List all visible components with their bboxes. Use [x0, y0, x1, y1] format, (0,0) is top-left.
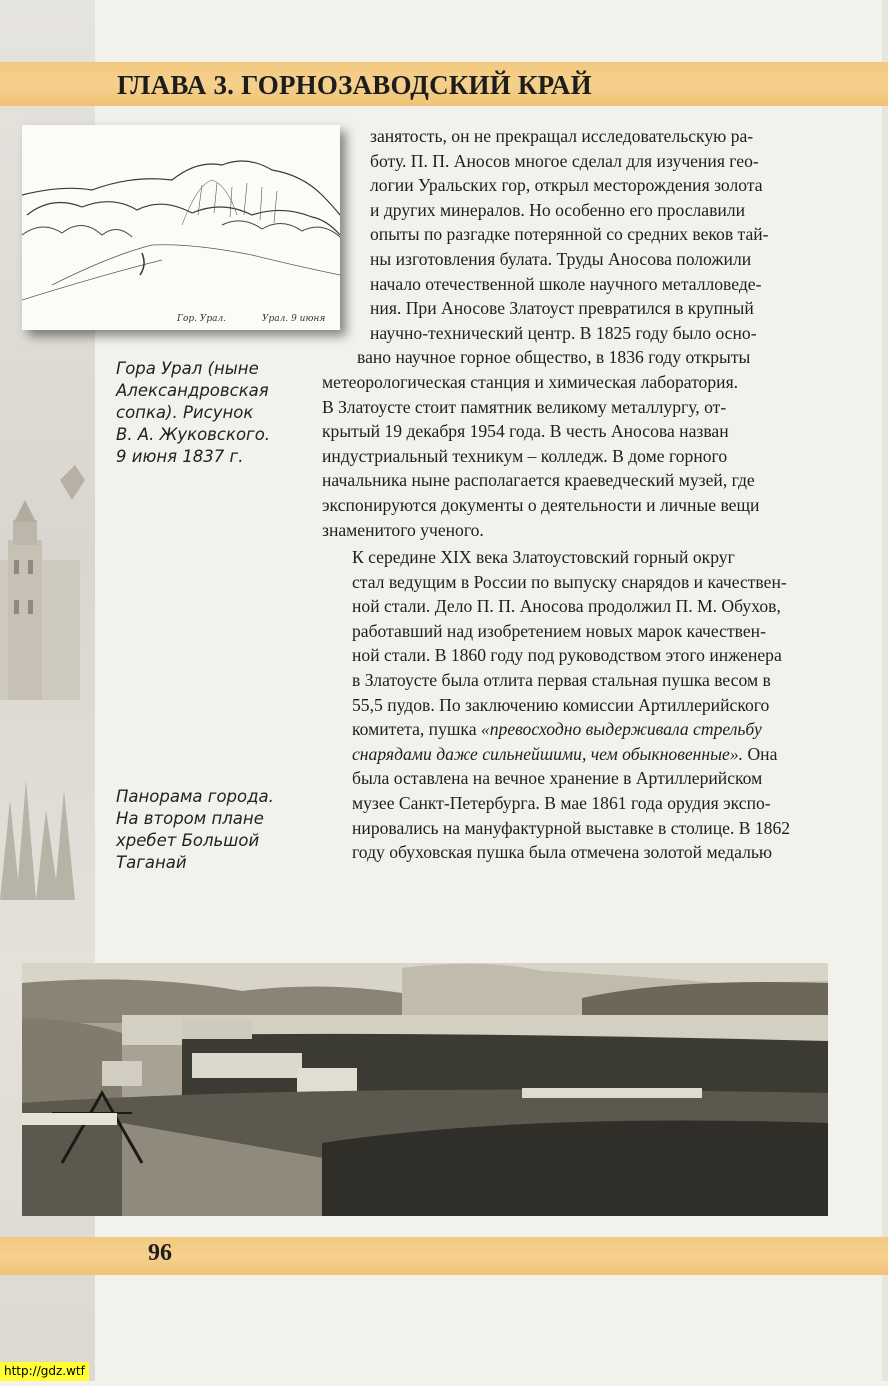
text-line: 55,5 пудов. По заключению комиссии Артиллерийского [352, 694, 770, 715]
footer-band [0, 1237, 888, 1275]
sketch-caption [116, 358, 270, 468]
page-number: 96 [148, 1240, 172, 1266]
page-edge [882, 0, 888, 1381]
text-line: боту. П. П. Аносов многое сделал для изучения гео- [370, 150, 759, 171]
text-line: начало отечественной школе научного металловеде- [370, 273, 762, 294]
text-line: ны изготовления булата. Труды Аносова положили [370, 248, 752, 269]
caption-line: Александровская [116, 381, 269, 400]
caption-line: В. А. Жуковского. [116, 425, 271, 444]
quote-fragment: снарядами даже сильнейшими, чем обыкновенные». [352, 743, 744, 764]
text-line: музее Санкт-Петербурга. В мае 1861 года орудия экспо- [352, 792, 771, 813]
text-fragment: комитета, пушка [352, 719, 481, 740]
text-line: К середине XIX века Златоустовский горный округ [352, 547, 735, 567]
text-line: экспонируются документы о деятельности и личные вещи [322, 494, 760, 515]
text-line [322, 717, 832, 742]
panorama-drawing [22, 963, 828, 1216]
text-line: знаменитого ученого. [322, 519, 484, 540]
panorama-caption [116, 786, 274, 874]
text-line: метеорологическая станция и химическая лаборатория. [322, 371, 739, 392]
text-line: индустриальный техникум – колледж. В доме горного [322, 445, 728, 466]
text-line [322, 742, 832, 767]
text-line: В Златоусте стоит памятник великому металлургу, от- [322, 396, 727, 417]
zhukovsky-sketch [22, 125, 340, 330]
text-line: опыты по разгадке потерянной со средних веков тай- [370, 224, 769, 245]
text-line: крытый 19 декабря 1954 года. В честь Аносова назван [322, 421, 729, 442]
text-line: была оставлена на вечное хранение в Артиллерийском [352, 768, 763, 789]
text-line: вано научное горное общество, в 1836 году открыты [357, 347, 751, 368]
text-line: ния. При Аносове Златоуст превратился в крупный [370, 298, 754, 319]
sketch-drawing [22, 125, 340, 330]
text-line: нировались на мануфактурной выставке в столице. В 1862 [352, 817, 791, 838]
text-line: году обуховская пушка была отмечена золотой медалью [352, 842, 773, 863]
quote-fragment: «превосходно выдерживала стрельбу [480, 719, 762, 740]
text-line: и других минералов. Но особенно его прославили [370, 199, 746, 220]
text-line: стал ведущим в России по выпуску снарядов и качествен- [352, 571, 787, 592]
text-line: начальника ныне располагается краеведческий музей, где [322, 470, 755, 491]
caption-line: 9 июня 1837 г. [116, 447, 244, 466]
caption-line: Гора Урал (ныне [116, 359, 259, 378]
caption-line: Таганай [116, 853, 187, 872]
text-line: ной стали. В 1860 году под руководством этого инженера [352, 645, 782, 666]
text-line: научно-технический центр. В 1825 году было осно- [370, 322, 757, 343]
text-line: логии Уральских гор, открыл месторождения золота [370, 175, 763, 196]
text-fragment: Она [743, 743, 778, 764]
caption-line: Панорама города. [116, 787, 274, 806]
text-line: работавший над изобретением новых марок качествен- [352, 620, 766, 641]
caption-line: сопка). Рисунок [116, 403, 254, 422]
paragraph-obukhov [322, 545, 832, 865]
sketch-signature-right: Урал. 9 июня [262, 314, 326, 324]
paragraph-anosov [322, 124, 832, 542]
chapter-title: ГЛАВА 3. ГОРНОЗАВОДСКИЙ КРАЙ [117, 70, 592, 100]
caption-line: хребет Большой [116, 831, 260, 850]
watermark-link[interactable]: http://gdz.wtf [0, 1362, 89, 1381]
text-line: занятость, он не прекращал исследовательскую ра- [370, 126, 754, 146]
caption-line: На втором плане [116, 809, 264, 828]
text-line: в Златоусте была отлита первая стальная пушка весом в [352, 669, 771, 690]
text-line: ной стали. Дело П. П. Аносова продолжил П. М. Обухов, [352, 596, 781, 617]
sketch-signature-left: Гор. Урал. [177, 314, 227, 324]
city-panorama-photo [22, 963, 828, 1216]
